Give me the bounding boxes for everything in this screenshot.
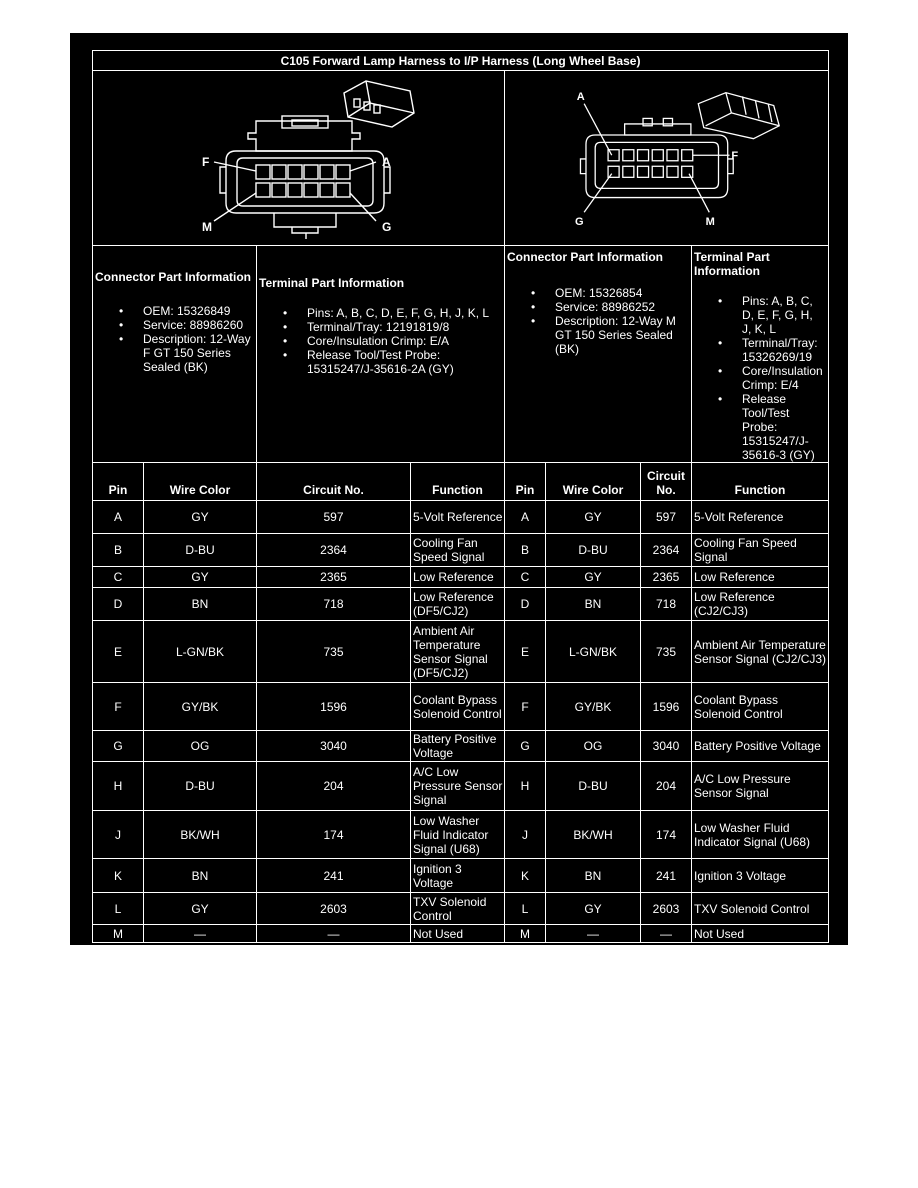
wire-color-cell: BK/WH: [144, 811, 257, 859]
wire-color-cell: BN: [546, 859, 641, 893]
right-terminal-item: • Core/Insulation Crimp: E/4: [694, 364, 824, 392]
connector-end-view-sheet: [70, 33, 848, 945]
table-title: C105 Forward Lamp Harness to I/P Harness (Long Wheel Base): [93, 51, 829, 71]
table-row: [93, 762, 829, 811]
wire-color-cell: BN: [144, 588, 257, 621]
diagram-label-g: G: [382, 220, 392, 234]
pin-cell: C: [505, 567, 546, 588]
function-cell: Ignition 3 Voltage: [411, 859, 505, 893]
function-cell: A/C Low Pressure Sensor Signal: [411, 762, 505, 811]
function-cell: Low Washer Fluid Indicator Signal (U68): [692, 811, 829, 859]
pin-cell: A: [505, 501, 546, 534]
function-cell: TXV Solenoid Control: [411, 893, 505, 925]
function-cell: Low Reference: [692, 567, 829, 588]
wire-color-cell: GY: [144, 567, 257, 588]
left-terminal-item: • Core/Insulation Crimp: E/A: [259, 334, 500, 348]
table-row: [93, 859, 829, 893]
function-cell: Coolant Bypass Solenoid Control: [411, 683, 505, 731]
right-connector-item: • OEM: 15326854: [507, 286, 687, 300]
wire-color-cell: BK/WH: [546, 811, 641, 859]
circuit-cell: 204: [641, 762, 692, 811]
circuit-cell: 2365: [257, 567, 411, 588]
diagram-label-a: A: [576, 91, 585, 104]
table-row: [93, 811, 829, 859]
left-connector-item: • Description: 12-Way F GT 150 Series Sealed (BK): [95, 332, 252, 374]
wire-color-cell: GY: [546, 893, 641, 925]
pin-cell: B: [93, 534, 144, 567]
function-cell: Not Used: [692, 925, 829, 943]
table-row: [93, 925, 829, 943]
function-cell: Ambient Air Temperature Sensor Signal (CJ2/CJ3): [692, 621, 829, 683]
female-connector-diagram: [93, 71, 505, 246]
circuit-cell: 174: [641, 811, 692, 859]
circuit-cell: —: [641, 925, 692, 943]
function-cell: Battery Positive Voltage: [692, 731, 829, 762]
left-terminal-info: [257, 246, 505, 463]
diagram-label-m: M: [202, 220, 212, 234]
function-cell: Not Used: [411, 925, 505, 943]
male-connector-drawing: [505, 71, 828, 245]
pin-cell: M: [93, 925, 144, 943]
wire-color-cell: D-BU: [144, 762, 257, 811]
function-cell: Low Reference: [411, 567, 505, 588]
table-row: [93, 683, 829, 731]
function-cell: Low Reference (DF5/CJ2): [411, 588, 505, 621]
table-row: [93, 621, 829, 683]
pin-cell: D: [93, 588, 144, 621]
circuit-cell: 241: [641, 859, 692, 893]
circuit-cell: 2603: [257, 893, 411, 925]
left-terminal-item: • Terminal/Tray: 12191819/8: [259, 320, 500, 334]
pin-cell: E: [505, 621, 546, 683]
circuit-cell: 3040: [641, 731, 692, 762]
header-pin: Pin: [505, 463, 546, 501]
function-cell: 5-Volt Reference: [692, 501, 829, 534]
wire-color-cell: D-BU: [144, 534, 257, 567]
wire-color-cell: GY: [144, 501, 257, 534]
circuit-cell: 735: [257, 621, 411, 683]
wire-color-cell: OG: [144, 731, 257, 762]
wire-color-cell: L-GN/BK: [546, 621, 641, 683]
circuit-cell: 597: [641, 501, 692, 534]
pin-cell: A: [93, 501, 144, 534]
left-connector-item: • Service: 88986260: [95, 318, 252, 332]
header-wire-color: Wire Color: [144, 463, 257, 501]
function-cell: Coolant Bypass Solenoid Control: [692, 683, 829, 731]
wire-color-cell: D-BU: [546, 762, 641, 811]
pin-cell: K: [93, 859, 144, 893]
pin-cell: B: [505, 534, 546, 567]
pin-cell: G: [505, 731, 546, 762]
wire-color-cell: GY: [144, 893, 257, 925]
pin-cell: H: [505, 762, 546, 811]
left-terminal-item: • Pins: A, B, C, D, E, F, G, H, J, K, L: [259, 306, 500, 320]
pin-cell: K: [505, 859, 546, 893]
circuit-cell: 735: [641, 621, 692, 683]
right-connector-item: • Service: 88986252: [507, 300, 687, 314]
wire-color-cell: —: [144, 925, 257, 943]
diagram-label-g: G: [574, 216, 584, 229]
right-terminal-item: • Terminal/Tray: 15326269/19: [694, 336, 824, 364]
table-row: [93, 501, 829, 534]
function-cell: Ambient Air Temperature Sensor Signal (DF5/CJ2): [411, 621, 505, 683]
wire-color-cell: D-BU: [546, 534, 641, 567]
function-cell: Low Reference (CJ2/CJ3): [692, 588, 829, 621]
function-cell: Ignition 3 Voltage: [692, 859, 829, 893]
column-header-row: [93, 463, 829, 501]
pin-cell: J: [93, 811, 144, 859]
male-connector-diagram: [505, 71, 829, 246]
circuit-cell: 718: [257, 588, 411, 621]
table-row: [93, 534, 829, 567]
header-circuit-no: Circuit No.: [257, 463, 411, 501]
header-function: Function: [692, 463, 829, 501]
header-pin: Pin: [93, 463, 144, 501]
function-cell: TXV Solenoid Control: [692, 893, 829, 925]
function-cell: Cooling Fan Speed Signal: [411, 534, 505, 567]
wire-color-cell: BN: [546, 588, 641, 621]
right-terminal-item: • Pins: A, B, C, D, E, F, G, H, J, K, L: [694, 294, 824, 336]
function-cell: A/C Low Pressure Sensor Signal: [692, 762, 829, 811]
pin-cell: F: [505, 683, 546, 731]
pin-cell: D: [505, 588, 546, 621]
circuit-cell: 597: [257, 501, 411, 534]
circuit-cell: —: [257, 925, 411, 943]
header-wire-color: Wire Color: [546, 463, 641, 501]
function-cell: Cooling Fan Speed Signal: [692, 534, 829, 567]
circuit-cell: 2364: [257, 534, 411, 567]
table-row: [93, 567, 829, 588]
circuit-cell: 2603: [641, 893, 692, 925]
diagram-label-m: M: [705, 216, 715, 229]
pin-cell: J: [505, 811, 546, 859]
pin-cell: G: [93, 731, 144, 762]
left-terminal-item: • Release Tool/Test Probe: 15315247/J-35616-2A (GY): [259, 348, 500, 376]
right-connector-heading: Connector Part Information: [507, 250, 664, 264]
circuit-cell: 1596: [641, 683, 692, 731]
diagram-label-f: F: [202, 155, 210, 169]
circuit-cell: 718: [641, 588, 692, 621]
wire-color-cell: —: [546, 925, 641, 943]
pin-cell: E: [93, 621, 144, 683]
pin-cell: M: [505, 925, 546, 943]
pin-cell: C: [93, 567, 144, 588]
circuit-cell: 2365: [641, 567, 692, 588]
circuit-cell: 174: [257, 811, 411, 859]
right-terminal-item: • Release Tool/Test Probe: 15315247/J-35616-3 (GY): [694, 392, 824, 462]
left-connector-item: • OEM: 15326849: [95, 304, 252, 318]
pin-cell: L: [505, 893, 546, 925]
wire-color-cell: GY: [546, 501, 641, 534]
female-connector-drawing: [93, 71, 504, 245]
right-terminal-heading: Terminal Part Information: [694, 250, 770, 278]
table-row: [93, 731, 829, 762]
diagram-label-f: F: [731, 149, 739, 162]
right-connector-item: • Description: 12-Way M GT 150 Series Sealed (BK): [507, 314, 687, 356]
pin-cell: H: [93, 762, 144, 811]
pin-cell: F: [93, 683, 144, 731]
circuit-cell: 204: [257, 762, 411, 811]
right-terminal-info: [692, 246, 829, 463]
circuit-cell: 2364: [641, 534, 692, 567]
header-function: Function: [411, 463, 505, 501]
left-terminal-heading: Terminal Part Information: [259, 276, 405, 290]
wire-color-cell: L-GN/BK: [144, 621, 257, 683]
right-connector-info: [505, 246, 692, 463]
left-connector-heading: Connector Part Information: [95, 270, 252, 284]
circuit-cell: 1596: [257, 683, 411, 731]
wire-color-cell: BN: [144, 859, 257, 893]
header-circuit-no: Circuit No.: [641, 463, 692, 501]
pin-rows: [93, 501, 829, 943]
wire-color-cell: GY: [546, 567, 641, 588]
wire-color-cell: OG: [546, 731, 641, 762]
function-cell: Battery Positive Voltage: [411, 731, 505, 762]
function-cell: Low Washer Fluid Indicator Signal (U68): [411, 811, 505, 859]
left-connector-info: [93, 246, 257, 463]
diagram-label-a: A: [382, 155, 391, 169]
wire-color-cell: GY/BK: [144, 683, 257, 731]
table-row: [93, 893, 829, 925]
function-cell: 5-Volt Reference: [411, 501, 505, 534]
pin-cell: L: [93, 893, 144, 925]
wire-color-cell: GY/BK: [546, 683, 641, 731]
circuit-cell: 3040: [257, 731, 411, 762]
connector-table: [92, 50, 829, 943]
table-row: [93, 588, 829, 621]
circuit-cell: 241: [257, 859, 411, 893]
